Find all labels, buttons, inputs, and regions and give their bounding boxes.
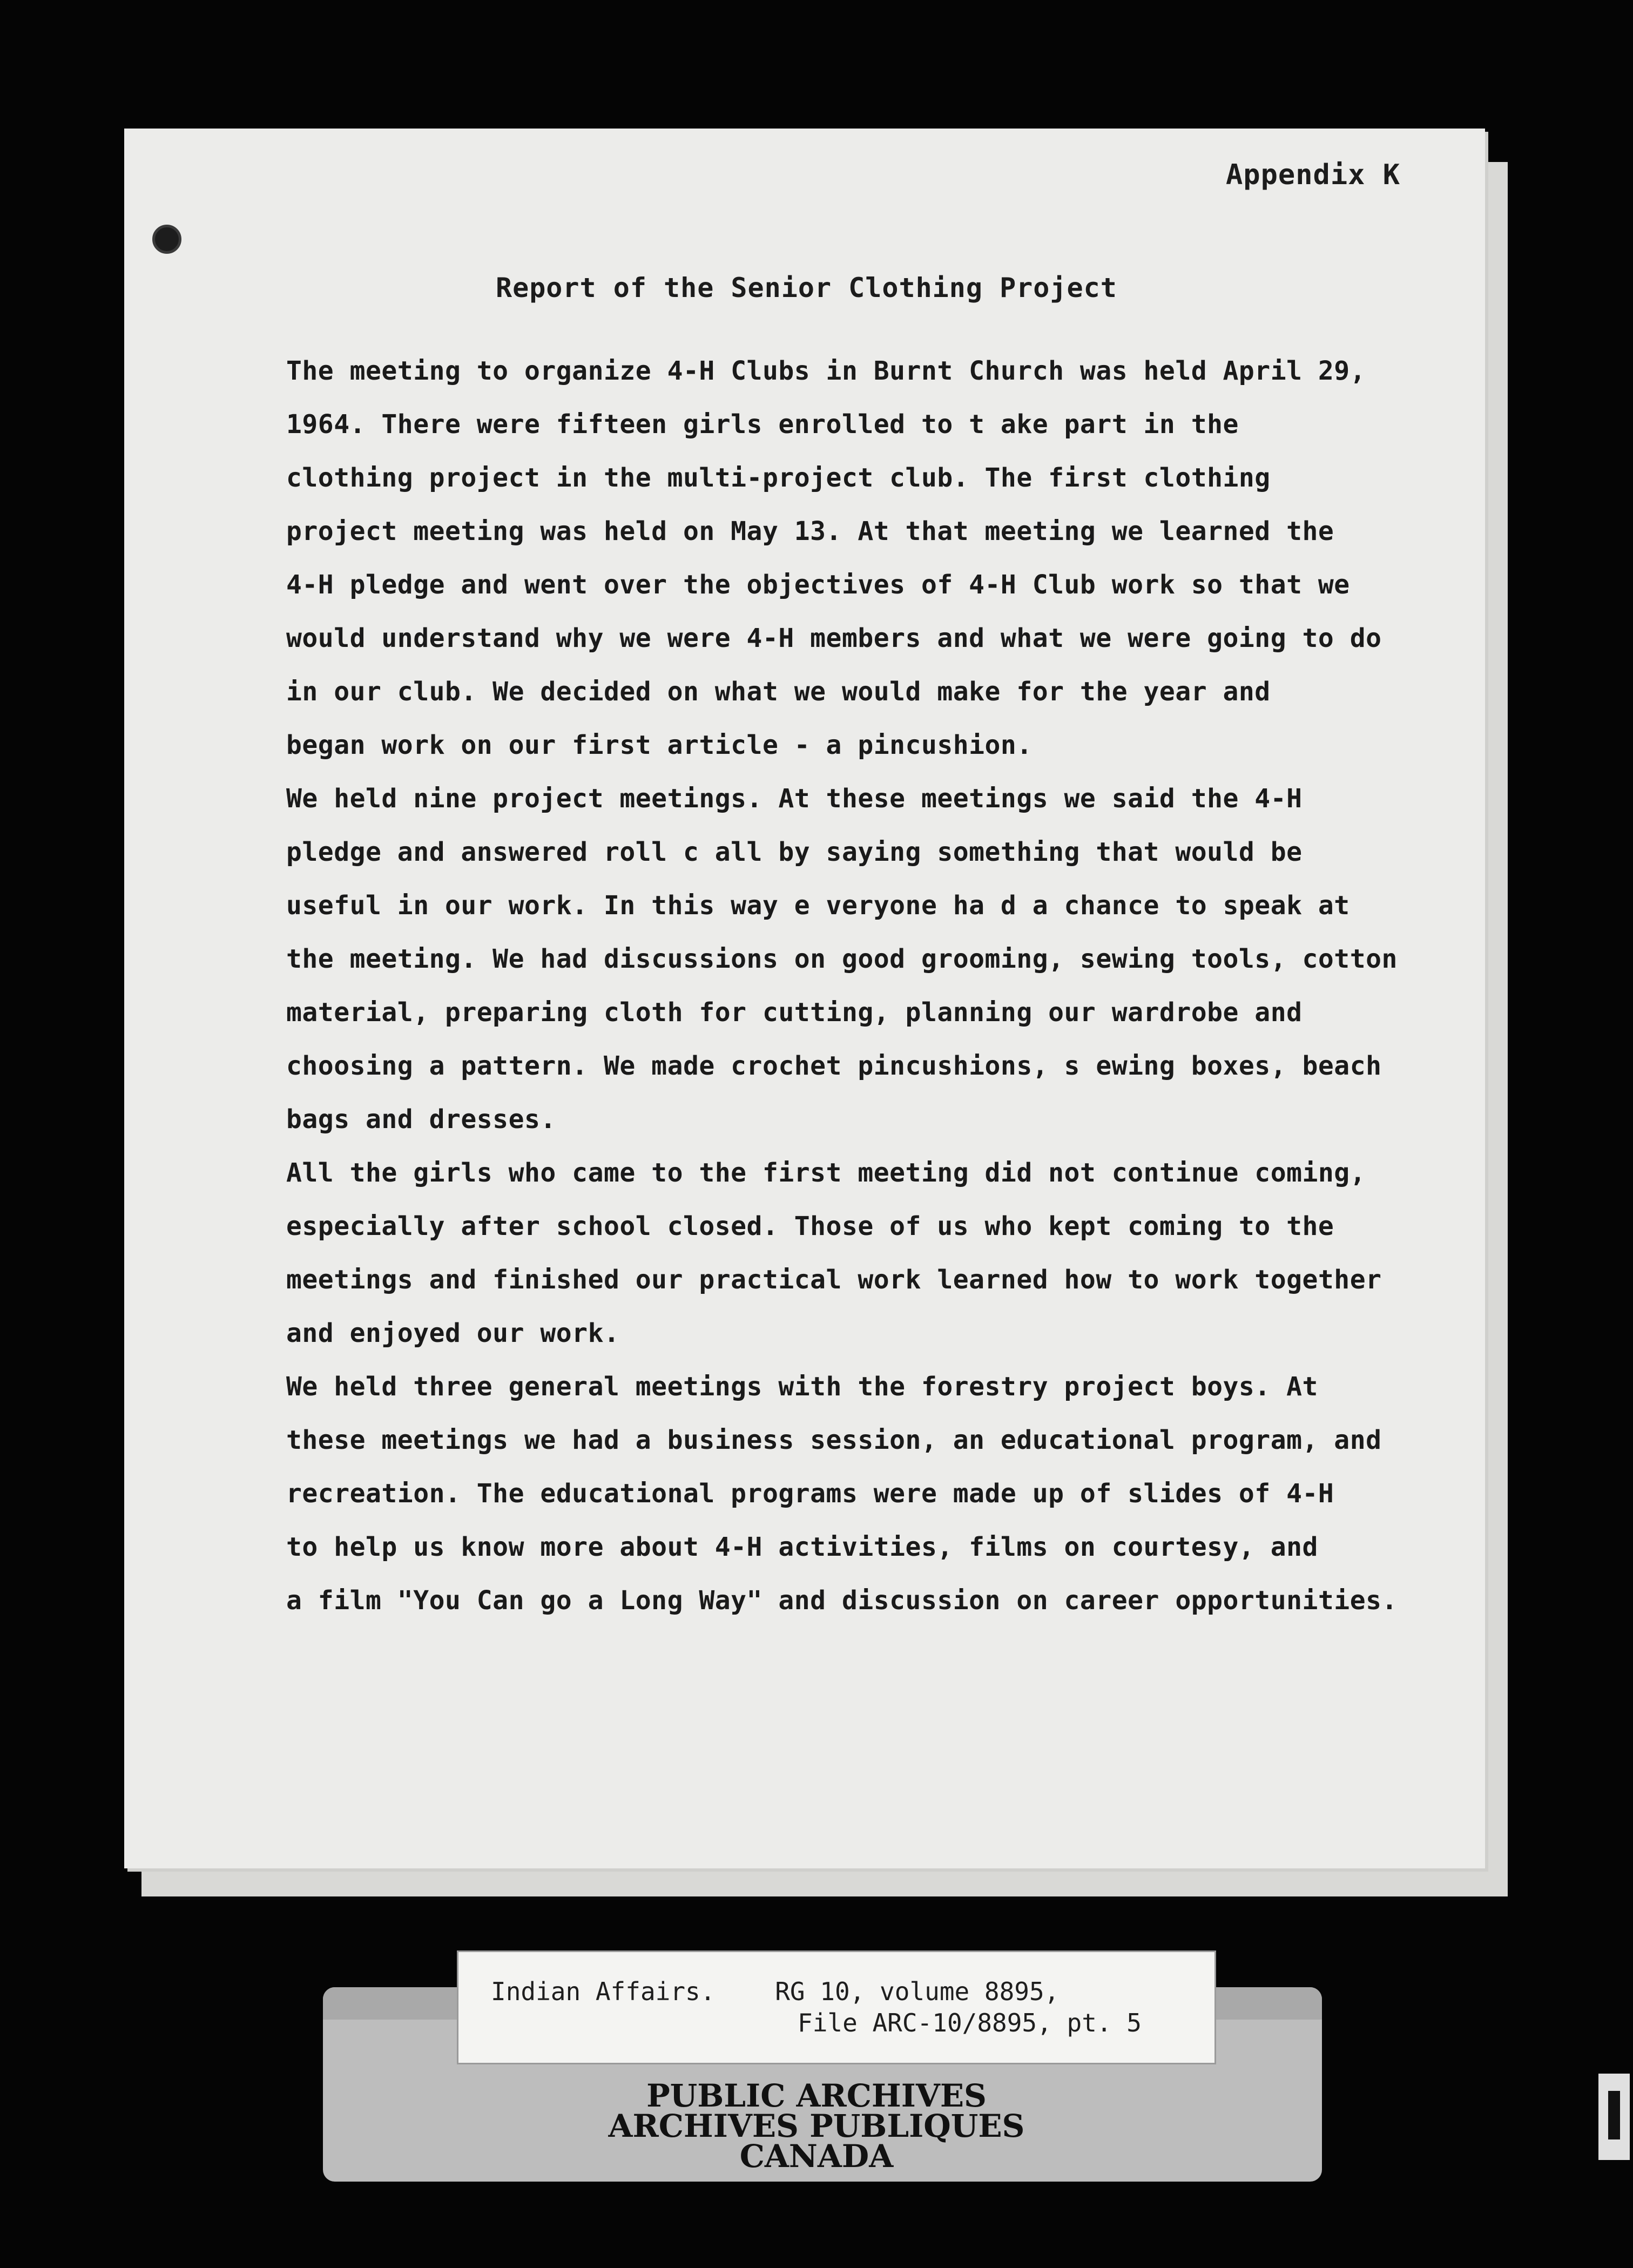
paragraph-general-meetings: We held three general meetings with the forestry project boys. At these meetings we had a business session, an educational program, and recreation. The educational programs were made up of slides of 4-H to help us know more about 4-H activities, films on courtesy, and a film "You Can go a Long Way" and discussion on career opportunities. <box>286 1372 1398 1616</box>
report-body <box>286 345 1458 1628</box>
reference-line-2: File ARC-10/8895, pt. 5 <box>798 2008 1142 2037</box>
report-title: Report of the Senior Clothing Project <box>496 272 1117 303</box>
punch-hole <box>152 225 181 254</box>
document-page <box>124 129 1485 1868</box>
reference-line-1: Indian Affairs. RG 10, volume 8895, <box>491 1977 1060 2006</box>
archive-reference-card <box>457 1950 1216 2064</box>
appendix-label: Appendix K <box>1226 159 1401 191</box>
film-edge-notch <box>1608 2091 1620 2139</box>
paragraph-project-meetings: We held nine project meetings. At these meetings we said the 4-H pledge and answered roll c all by saying something that would be useful in our work. In this way e veryone ha d a chance to speak at the meeting. We had discussions on good grooming, sewing tools, cotton material, preparing cloth for cutting, planning our wardrobe and choosing a pattern. We made crochet pincushions, s ewing boxes, beach bags and dresses. <box>286 784 1398 1135</box>
archives-stamp-line-1: PUBLIC ARCHIVES <box>646 2077 987 2114</box>
paragraph-attendance: All the girls who came to the first meeting did not continue coming, especially after school closed. Those of us who kept coming to the meetings and finished our practical work learned how to work together and enjoyed our work. <box>286 1158 1382 1348</box>
archives-stamp-line-2: ARCHIVES PUBLIQUES <box>608 2108 1025 2144</box>
archives-stamp-line-3: CANADA <box>739 2138 894 2175</box>
paragraph-organization: The meeting to organize 4-H Clubs in Burnt Church was held April 29, 1964. There were fifteen girls enrolled to t ake part in the clothing project in the multi-project club. The first clothing project meeting was held on May 13. At that meeting we learned the 4-H pledge and went over the objectives of 4-H Club work so that we would understand why we were 4-H members and what we were going to do in our club. We decided on what we would make for the year and began work on our first article - a pincushion. <box>286 356 1382 760</box>
